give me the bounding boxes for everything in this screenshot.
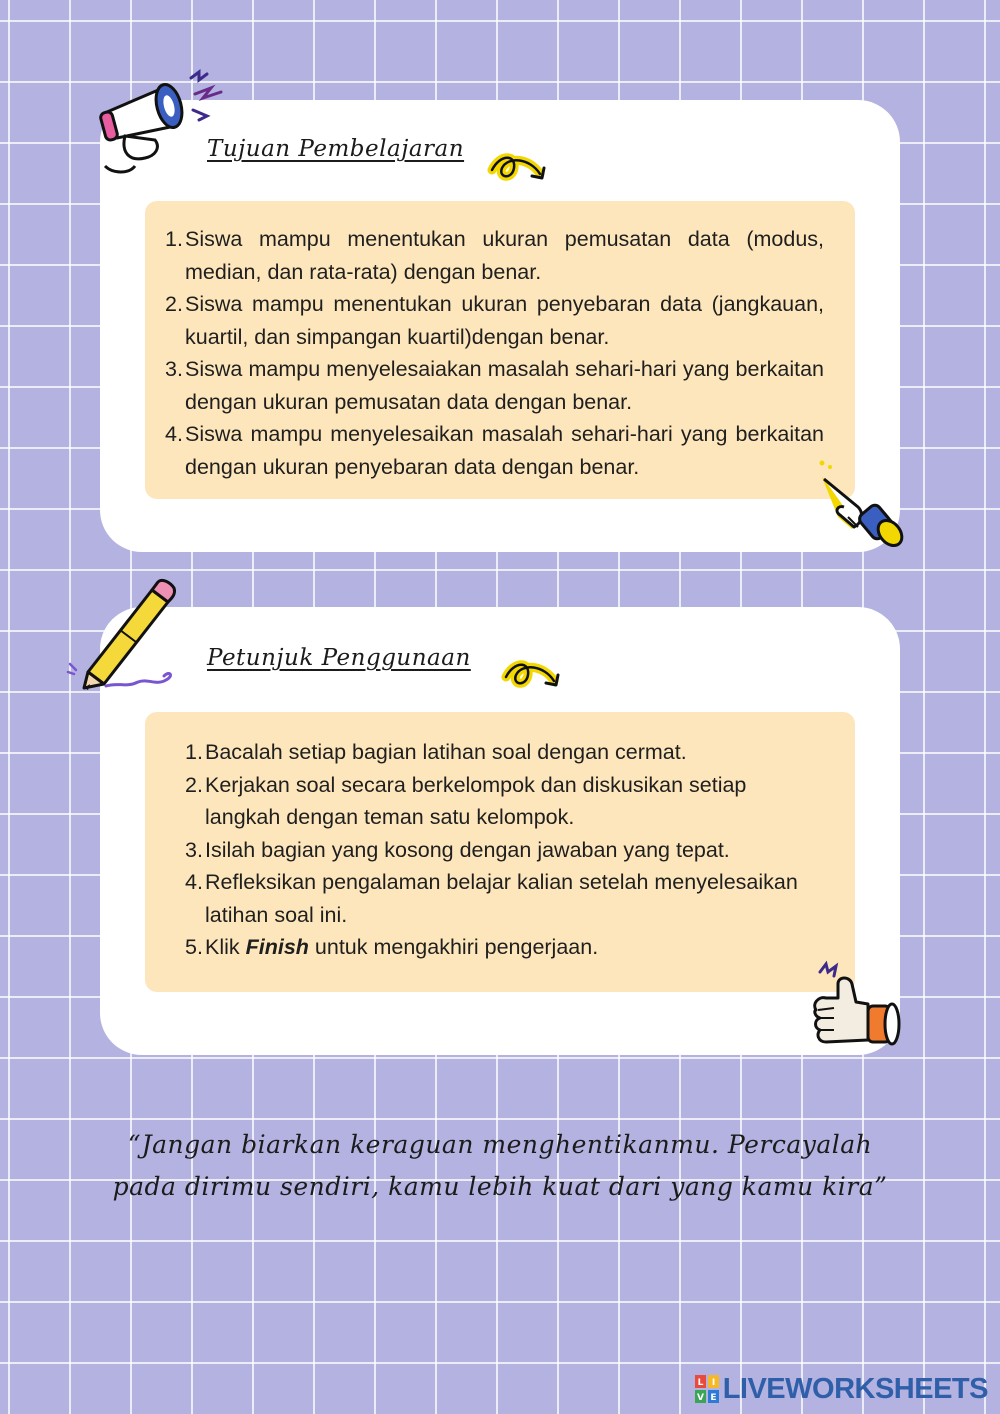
thumbs-up-icon	[808, 958, 908, 1058]
list-item-number: 5 .	[185, 931, 203, 964]
learning-objectives-title: Tujuan Pembelajaran	[207, 136, 465, 162]
megaphone-icon	[95, 66, 235, 186]
list-item	[165, 418, 824, 483]
list-item-text: Siswa mampu menentukan ukuran penyebaran data (jangkauan, kuartil, dan simpangan kuartil)dengan benar.	[185, 292, 824, 349]
list-item-number: 1 .	[165, 223, 183, 256]
logo-letter: E	[710, 1393, 717, 1403]
brand-name: LIVEWORKSHEETS	[722, 1372, 988, 1405]
pencil-icon	[66, 572, 186, 696]
list-item-number: 3 .	[185, 834, 203, 867]
usage-instructions-title: Petunjuk Penggunaan	[207, 645, 471, 671]
list-item-text: Bacalah setiap bagian latihan soal dengan cermat.	[205, 740, 687, 764]
learning-objectives-box	[145, 201, 855, 499]
list-item	[165, 288, 824, 353]
list-item	[185, 834, 811, 867]
list-item	[185, 769, 811, 834]
list-item	[185, 866, 811, 931]
pointing-hand-icon	[808, 455, 908, 555]
list-item	[165, 353, 824, 418]
list-item-number: 2 .	[165, 288, 183, 321]
brand-logo-icon	[695, 1375, 719, 1403]
list-item-text: Siswa mampu menyelesaiakan masalah sehari-hari yang berkaitan dengan ukuran pemusatan data dengan benar.	[185, 357, 824, 414]
finish-keyword: Finish	[245, 935, 309, 959]
list-item-text-pre: Klik	[205, 935, 246, 959]
logo-letter: V	[696, 1393, 704, 1403]
liveworksheets-logo	[695, 1372, 988, 1406]
motivational-quote: “Jangan biarkan keraguan menghentikanmu. Percayalah pada dirimu sendiri, kamu lebih kuat dari yang kamu kira”	[112, 1130, 888, 1201]
list-item	[165, 223, 824, 288]
logo-letter: I	[711, 1378, 715, 1388]
list-item	[185, 931, 811, 964]
list-item	[185, 736, 811, 769]
list-item-text: Kerjakan soal secara berkelompok dan diskusikan setiap langkah dengan teman satu kelompok.	[205, 772, 747, 829]
list-item-text: Refleksikan pengalaman belajar kalian setelah menyelesaikan latihan soal ini.	[205, 870, 798, 927]
list-item-text: Siswa mampu menyelesaikan masalah sehari-hari yang berkaitan dengan ukuran penyebaran data dengan benar.	[185, 422, 824, 479]
list-item-number: 1 .	[185, 736, 203, 769]
logo-letter: L	[697, 1378, 704, 1388]
learning-objectives-list	[165, 223, 824, 483]
list-item-number: 3 .	[165, 353, 183, 386]
usage-instructions-box	[145, 712, 855, 992]
list-item-text-post: untuk mengakhiri pengerjaan.	[308, 935, 599, 959]
usage-instructions-list	[185, 736, 811, 964]
list-item-number: 4 .	[185, 866, 203, 899]
list-item-text: Siswa mampu menentukan ukuran pemusatan data (modus, median, dan rata-rata) dengan benar.	[185, 227, 824, 284]
squiggle-arrow-icon	[486, 148, 556, 190]
list-item-text: Isilah bagian yang kosong dengan jawaban yang tepat.	[205, 837, 730, 862]
squiggle-arrow-icon	[500, 655, 570, 697]
list-item-number: 4 .	[165, 418, 183, 451]
list-item-number: 2 .	[185, 769, 203, 802]
